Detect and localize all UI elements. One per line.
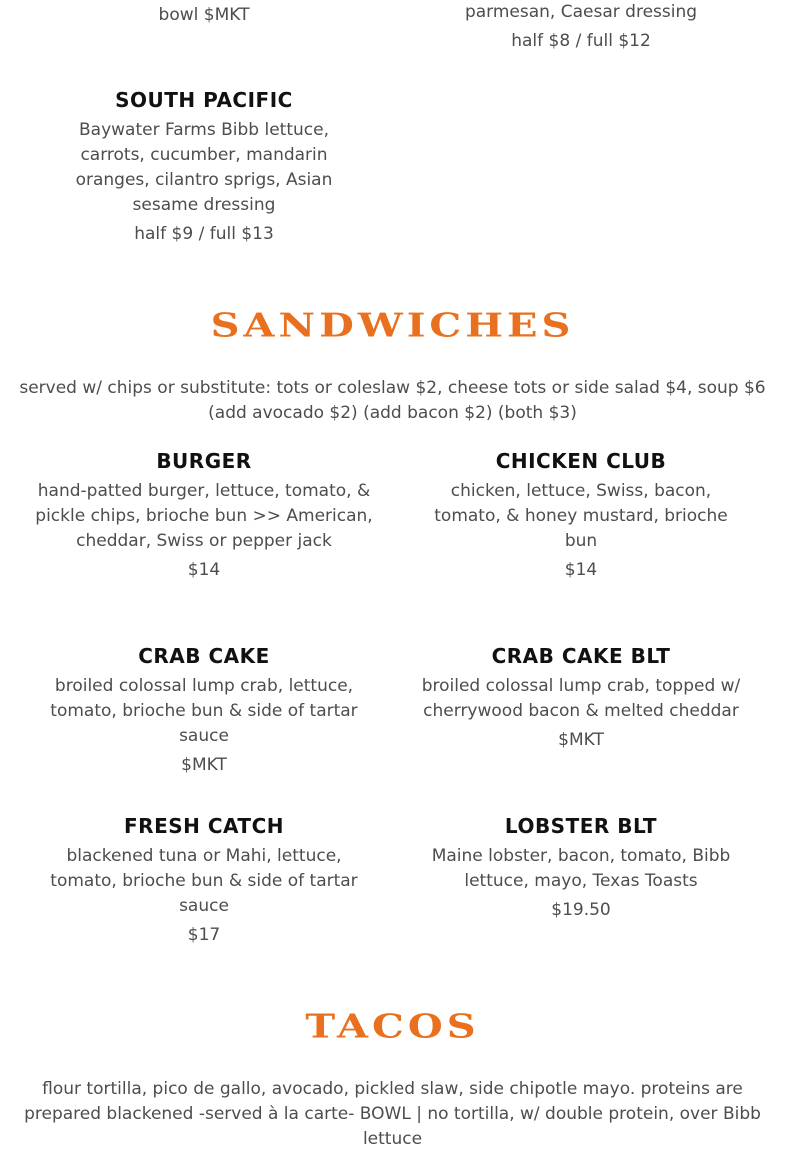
item-title: LOBSTER BLT	[504, 814, 658, 838]
item-title: BURGER	[156, 449, 252, 473]
item-description: parmesan, Caesar dressing	[464, 2, 698, 22]
item-title: CHICKEN CLUB	[495, 449, 667, 473]
section-note-tacos	[18, 1077, 767, 1152]
menu-item-partial-right	[398, 0, 764, 53]
item-title: FRESH CATCH	[124, 814, 284, 838]
item-price: $14	[564, 560, 598, 580]
item-price: $MKT	[558, 730, 604, 750]
item-description: Maine lobster, bacon, tomato, Bibb lettuce, mayo, Texas Toasts	[431, 846, 731, 891]
tacos-note: flour tortilla, pico de gallo, avocado, pickled slaw, side chipotle mayo. proteins are prepared blackened -served à la carte- BOWL | no tortilla, w/ double protein, over Bibb lettuce	[24, 1079, 761, 1149]
item-price: $19.50	[551, 900, 611, 920]
section-note-sandwiches	[18, 376, 767, 426]
menu-item-south-pacific	[18, 88, 390, 246]
item-description: Baywater Farms Bibb lettuce, carrots, cucumber, mandarin oranges, cilantro sprigs, Asian sesame dressing	[75, 120, 333, 215]
section-heading-tacos: TACOS	[305, 1007, 480, 1046]
item-price: $17	[187, 925, 221, 945]
item-description: broiled colossal lump crab, lettuce, tomato, brioche bun & side of tartar sauce	[50, 676, 358, 746]
item-description: broiled colossal lump crab, topped w/ cherrywood bacon & melted cheddar	[421, 676, 741, 721]
menu-item-partial-left	[18, 3, 390, 27]
item-price: $MKT	[181, 755, 227, 775]
item-title: CRAB CAKE BLT	[491, 644, 671, 668]
menu-item-fresh-catch	[18, 814, 390, 947]
sandwiches-note: served w/ chips or substitute: tots or coleslaw $2, cheese tots or side salad $4, soup $6 (add avocado $2) (add bacon $2) (both $3)	[19, 378, 766, 423]
item-title: SOUTH PACIFIC	[115, 88, 293, 112]
menu-item-burger	[18, 449, 390, 582]
item-description: hand-patted burger, lettuce, tomato, & pickle chips, brioche bun >> American, cheddar, Swiss or pepper jack	[35, 481, 373, 551]
item-title: CRAB CAKE	[138, 644, 270, 668]
section-heading-sandwiches: SANDWICHES	[210, 306, 575, 345]
item-description: chicken, lettuce, Swiss, bacon, tomato, & honey mustard, brioche bun	[434, 481, 728, 551]
item-price: half $8 / full $12	[511, 31, 651, 51]
item-price: $14	[187, 560, 221, 580]
menu-item-crab-cake	[18, 644, 390, 777]
item-description: blackened tuna or Mahi, lettuce, tomato, brioche bun & side of tartar sauce	[50, 846, 358, 916]
menu-item-chicken-club	[398, 449, 764, 582]
item-price: bowl $MKT	[158, 5, 250, 25]
menu-item-crab-cake-blt	[398, 644, 764, 752]
item-price: half $9 / full $13	[134, 224, 274, 244]
menu-item-lobster-blt	[398, 814, 764, 922]
